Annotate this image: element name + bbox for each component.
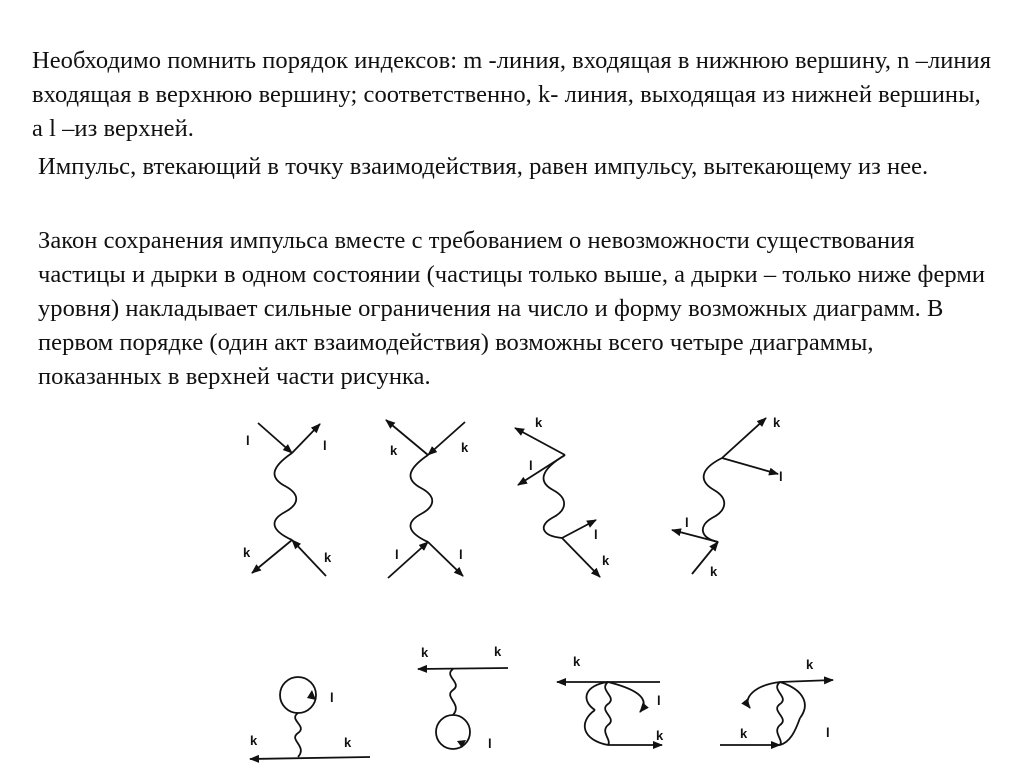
- label-k: k: [740, 726, 748, 741]
- label-l: l: [779, 469, 783, 484]
- interaction-wavy-line: [777, 682, 783, 745]
- top-diagram-4: [672, 415, 783, 579]
- top-diagram-2: [386, 420, 469, 578]
- line: [388, 542, 428, 578]
- label-k: k: [773, 415, 781, 430]
- label-k: k: [344, 735, 352, 750]
- line: [608, 682, 644, 712]
- bottom-diagram-2: [418, 644, 508, 751]
- paragraph-momentum-flow: Импульс, втекающий в точку взаимодействия, равен импульсу, вытекающему из нее.: [38, 153, 929, 180]
- label-l: l: [594, 527, 598, 542]
- label-l: l: [459, 547, 463, 562]
- label-l: l: [826, 725, 830, 740]
- line: [292, 540, 326, 576]
- interaction-wavy-line: [703, 458, 724, 542]
- interaction-wavy-line: [411, 455, 433, 542]
- bottom-diagram-4: [720, 657, 833, 745]
- top-diagram-1: [243, 423, 332, 576]
- line: [252, 540, 292, 573]
- line: [722, 418, 766, 458]
- label-k: k: [573, 654, 581, 669]
- line: [292, 424, 320, 453]
- line: [780, 680, 833, 682]
- paragraph-conservation-law: Закон сохранения импульса вместе с требованием о невозможности существования частицы и дырки в одном состоянии (частицы только выше, а дырки – только ниже ферми уровня) накладывает сильные ограничения на число и форму возможных диаграмм. В первом порядке (один акт взаимодействия) возможны всего четыре диаграммы, показанных в верхней части рисунка.: [38, 227, 986, 390]
- paragraph-index-order: Необходимо помнить порядок индексов: m -линия, входящая в нижнюю вершину, n –линия входящая в верхнюю вершину; соответственно, k- линия, выходящая из нижней вершины, а l –из верхней.: [32, 47, 992, 142]
- label-k: k: [390, 443, 398, 458]
- label-k: k: [656, 728, 664, 743]
- interaction-wavy-line: [275, 453, 297, 540]
- line: [722, 458, 778, 474]
- line: [258, 423, 292, 453]
- line: [562, 520, 596, 538]
- line: [250, 757, 370, 759]
- label-k: k: [710, 564, 718, 579]
- interaction-wavy-line: [450, 669, 456, 715]
- label-k: k: [324, 550, 332, 565]
- label-k: k: [421, 645, 429, 660]
- label-l: l: [323, 438, 327, 453]
- label-l: l: [685, 515, 689, 530]
- loop-arrow-icon: [307, 690, 316, 700]
- line: [428, 422, 465, 455]
- interaction-wavy-line: [295, 713, 301, 757]
- label-k: k: [602, 553, 610, 568]
- line: [672, 530, 718, 542]
- line: [418, 668, 508, 669]
- label-l: l: [488, 736, 492, 751]
- line: [428, 542, 463, 576]
- interaction-wavy-line: [605, 682, 611, 745]
- line: [515, 428, 565, 455]
- label-k: k: [250, 733, 258, 748]
- label-l: l: [529, 458, 533, 473]
- label-l: l: [330, 690, 334, 705]
- label-k: k: [243, 545, 251, 560]
- line: [748, 682, 780, 708]
- label-k: k: [535, 415, 543, 430]
- label-k: k: [461, 440, 469, 455]
- line: [585, 710, 608, 745]
- label-l: l: [246, 433, 250, 448]
- bottom-diagram-3: [557, 654, 664, 745]
- label-l: l: [657, 693, 661, 708]
- line: [562, 538, 600, 577]
- label-l: l: [395, 547, 399, 562]
- top-diagram-3: [515, 415, 610, 577]
- bottom-diagram-1: [250, 677, 370, 759]
- label-k: k: [806, 657, 814, 672]
- label-k: k: [494, 644, 502, 659]
- loop-circle: [436, 715, 470, 749]
